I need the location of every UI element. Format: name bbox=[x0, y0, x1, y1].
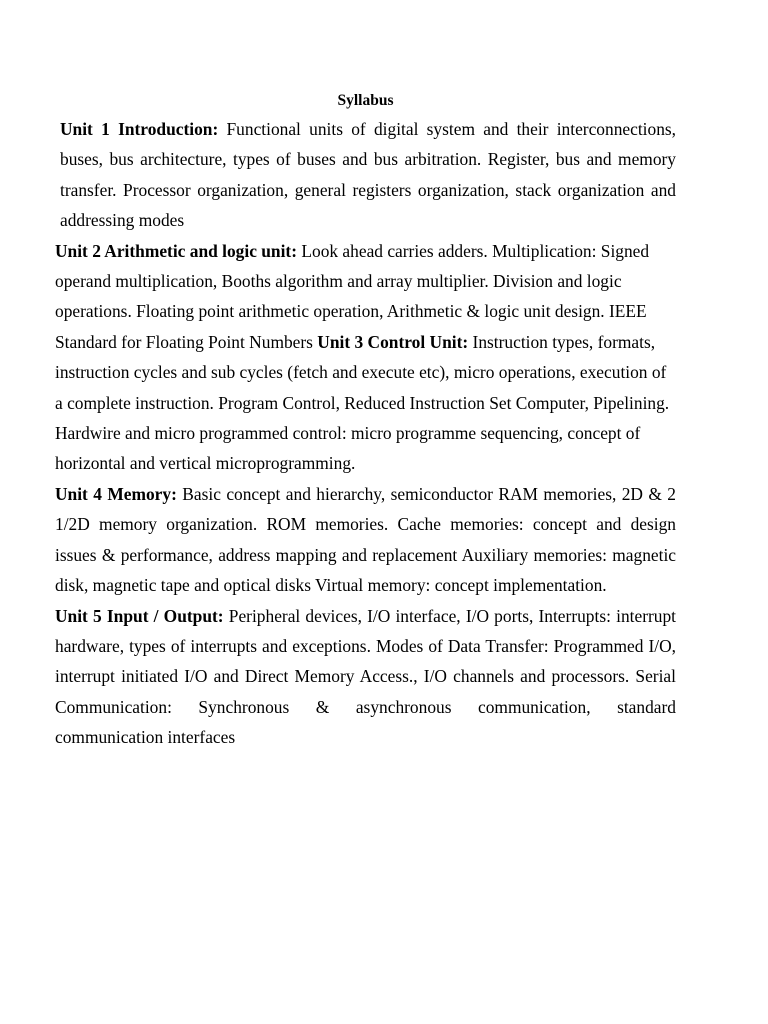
unit-4-heading: Unit 4 Memory: bbox=[55, 483, 177, 504]
unit-2-text: Look ahead carries adders. Multiplication: Signed operand multiplication, Booths algorithm and array multiplier. Division and logic operations. Floating point arithmetic operation, Arithmetic & logic unit design. IEEE Standard for Floating Point Numbers bbox=[55, 240, 650, 352]
unit-2-3-paragraph bbox=[55, 236, 676, 479]
unit-3-text: Instruction types, formats, instruction cycles and sub cycles (fetch and execute etc), micro operations, execution of a complete instruction. Program Control, Reduced Instruction Set Computer, Pipelining. Hardwire and micro programmed control: micro programme sequencing, concept of horizontal and vertical microprogramming. bbox=[55, 331, 670, 474]
unit-1-paragraph bbox=[55, 114, 676, 236]
document-title: Syllabus bbox=[337, 92, 394, 109]
unit-1-text: Functional units of digital system and their interconnections, buses, bus architecture, types of buses and bus arbitration. Register, bus and memory transfer. Processor organization, general registers organization, stack organization and addressing modes bbox=[60, 119, 677, 231]
unit-5-text: Peripheral devices, I/O interface, I/O ports, Interrupts: interrupt hardware, types of interrupts and exceptions. Modes of Data Transfer: Programmed I/O, interrupt initiated I/O and Direct Memory Access., I/O channels and processors. Serial Communication: Synchronous & asynchronous communication, standard communication interfaces bbox=[55, 605, 676, 748]
unit-4-paragraph bbox=[55, 479, 676, 601]
unit-5-heading: Unit 5 Input / Output: bbox=[55, 605, 224, 626]
document-page bbox=[55, 88, 676, 753]
unit-2-heading: Unit 2 Arithmetic and logic unit: bbox=[55, 240, 298, 261]
unit-5-paragraph bbox=[55, 601, 676, 753]
unit-4-text: Basic concept and hierarchy, semiconductor RAM memories, 2D & 2 1/2D memory organization. ROM memories. Cache memories: concept and design issues & performance, address mapping and replacement Auxiliary memories: magnetic disk, magnetic tape and optical disks Virtual memory: concept implementation. bbox=[55, 483, 676, 596]
unit-1-heading: Unit 1 Introduction: bbox=[60, 119, 219, 139]
unit-3-heading: Unit 3 Control Unit: bbox=[317, 331, 469, 352]
